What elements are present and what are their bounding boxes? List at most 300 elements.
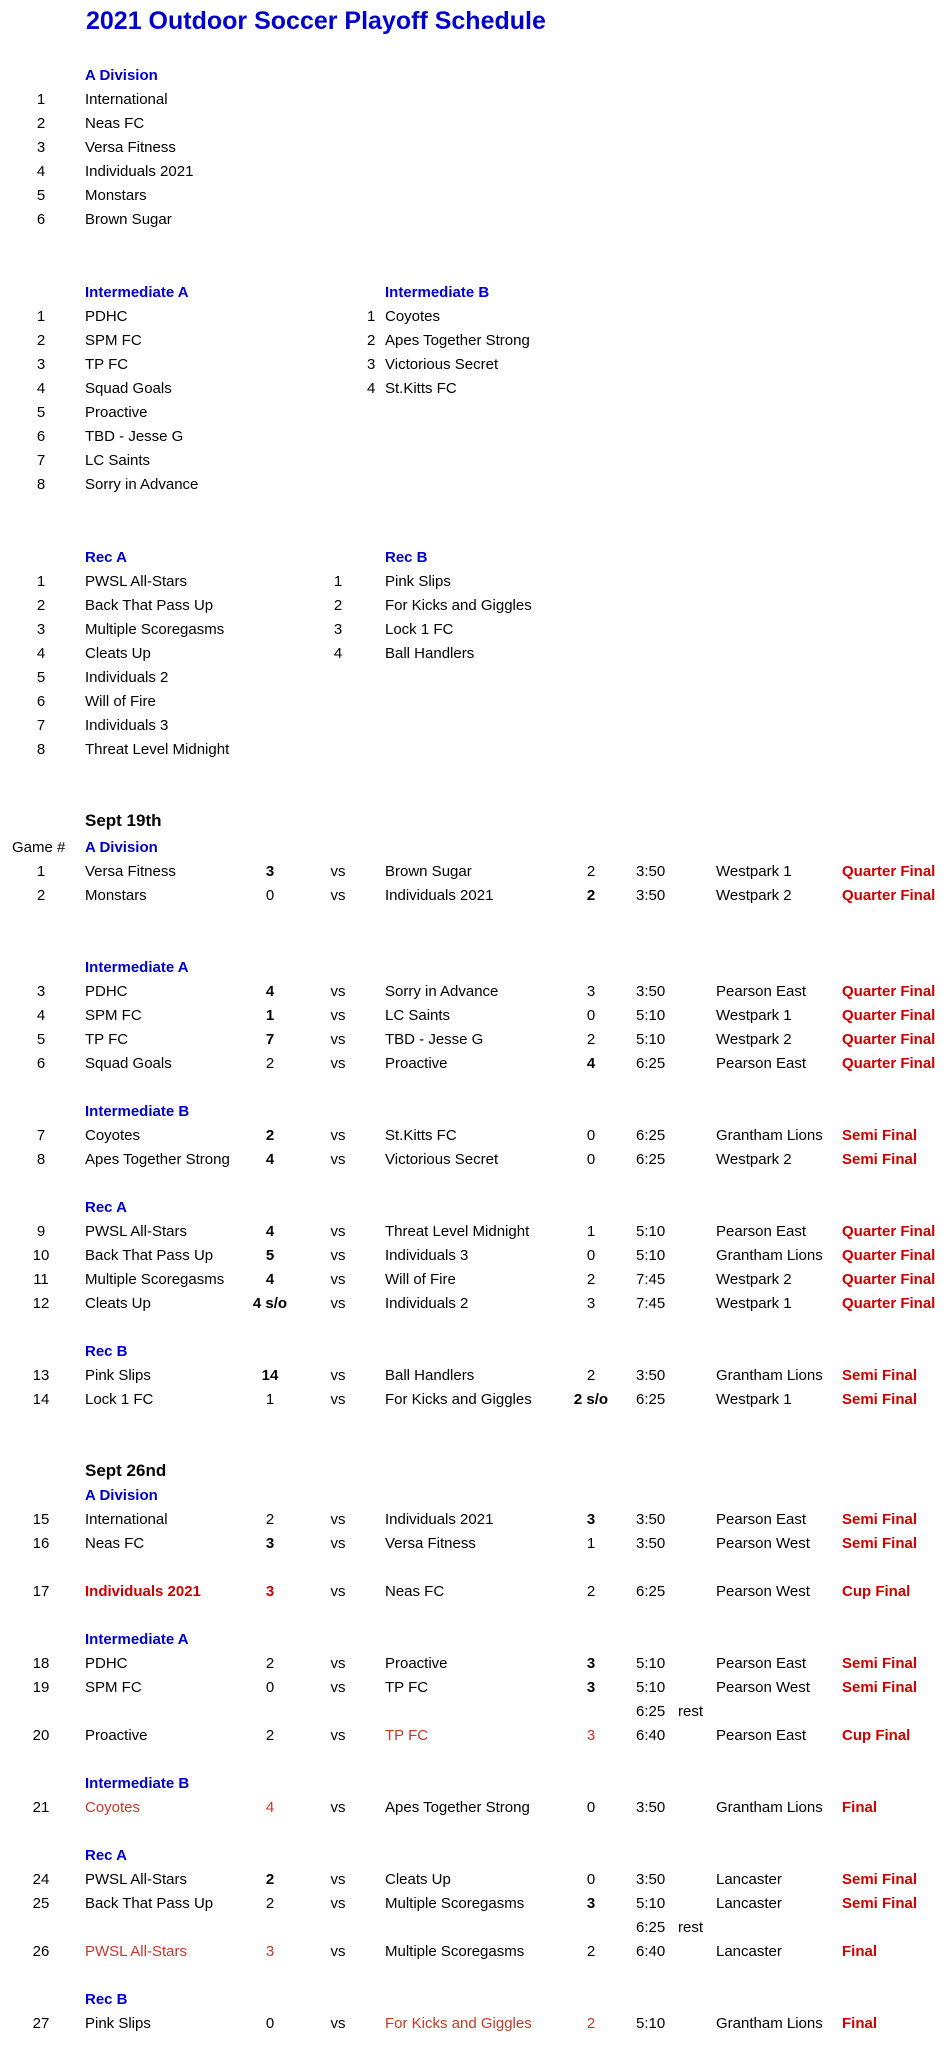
game-number: 1: [36, 863, 46, 880]
away-score: 3: [586, 1895, 596, 1912]
game-number: 13: [32, 1367, 50, 1384]
team-rank: 3: [333, 621, 343, 638]
team-rank: 4: [36, 380, 46, 397]
round-label: Quarter Final: [842, 1295, 936, 1312]
away-score: 3: [586, 1511, 596, 1528]
away-team: For Kicks and Giggles: [385, 1391, 532, 1408]
game-number: 2: [36, 887, 46, 904]
away-team: Ball Handlers: [385, 1367, 475, 1384]
home-score: 3: [265, 1583, 275, 1600]
away-team: Proactive: [385, 1055, 448, 1072]
round-label: Semi Final: [842, 1367, 918, 1384]
away-score: 3: [586, 1655, 596, 1672]
rest-time: 6:25: [636, 1703, 666, 1720]
game-number: 27: [32, 2015, 50, 2032]
away-team: Individuals 3: [385, 1247, 469, 1264]
away-team: Individuals 2021: [385, 1511, 494, 1528]
away-score: 2: [586, 2015, 596, 2032]
home-team: Monstars: [85, 887, 147, 904]
vs-label: vs: [330, 1871, 346, 1888]
vs-label: vs: [330, 1295, 346, 1312]
rest-label: rest: [678, 1703, 704, 1720]
field-name: Grantham Lions: [716, 2015, 823, 2032]
away-team: TP FC: [385, 1727, 429, 1744]
away-team: Individuals 2021: [385, 887, 494, 904]
home-score: 4: [265, 1799, 275, 1816]
team-rank: 4: [36, 645, 46, 662]
field-name: Westpark 2: [716, 1031, 792, 1048]
game-number: 15: [32, 1511, 50, 1528]
team-name: Pink Slips: [385, 573, 451, 590]
home-team: SPM FC: [85, 1007, 142, 1024]
round-label: Final: [842, 1943, 878, 1960]
field-name: Pearson East: [716, 1655, 807, 1672]
home-team: PWSL All-Stars: [85, 1943, 187, 1960]
game-number: 16: [32, 1535, 50, 1552]
round-label: Quarter Final: [842, 1007, 936, 1024]
team-rank: 3: [36, 356, 46, 373]
game-time: 7:45: [636, 1271, 666, 1288]
team-rank: 3: [36, 621, 46, 638]
team-rank: 1: [36, 91, 46, 108]
team-rank: 3: [367, 356, 376, 373]
sept-19-rec-a-heading: Rec A: [85, 1199, 127, 1216]
home-team: Pink Slips: [85, 2015, 151, 2032]
away-score: 0: [586, 1151, 596, 1168]
sept-19-intermediate-a-heading: Intermediate A: [85, 959, 189, 976]
home-score: 7: [265, 1031, 275, 1048]
rest-label: rest: [678, 1919, 704, 1936]
home-score: 2: [265, 1655, 275, 1672]
field-name: Pearson West: [716, 1535, 810, 1552]
home-score: 2: [265, 1895, 275, 1912]
round-label: Semi Final: [842, 1391, 918, 1408]
away-team: Cleats Up: [385, 1871, 451, 1888]
round-label: Quarter Final: [842, 1031, 936, 1048]
vs-label: vs: [330, 2015, 346, 2032]
vs-label: vs: [330, 1799, 346, 1816]
field-name: Lancaster: [716, 1943, 782, 1960]
field-name: Pearson East: [716, 983, 807, 1000]
away-team: TP FC: [385, 1679, 429, 1696]
game-time: 3:50: [636, 1511, 666, 1528]
home-team: PDHC: [85, 1655, 128, 1672]
team-name: Individuals 3: [85, 717, 169, 734]
team-name: LC Saints: [85, 452, 151, 469]
vs-label: vs: [330, 863, 346, 880]
field-name: Westpark 1: [716, 1007, 792, 1024]
team-rank: 2: [333, 597, 343, 614]
game-time: 6:25: [636, 1127, 666, 1144]
home-team: Squad Goals: [85, 1055, 172, 1072]
home-team: Versa Fitness: [85, 863, 176, 880]
team-rank: 5: [36, 187, 46, 204]
away-score: 3: [586, 1295, 596, 1312]
team-rank: 7: [36, 452, 46, 469]
round-label: Semi Final: [842, 1679, 918, 1696]
home-score: 0: [265, 1679, 275, 1696]
team-name: Threat Level Midnight: [85, 741, 230, 758]
page-title: 2021 Outdoor Soccer Playoff Schedule: [86, 7, 546, 35]
game-time: 6:25: [636, 1151, 666, 1168]
vs-label: vs: [330, 1247, 346, 1264]
team-rank: 4: [36, 163, 46, 180]
team-name: For Kicks and Giggles: [385, 597, 532, 614]
away-team: LC Saints: [385, 1007, 451, 1024]
field-name: Pearson East: [716, 1511, 807, 1528]
team-rank: 3: [36, 139, 46, 156]
away-team: Will of Fire: [385, 1271, 456, 1288]
vs-label: vs: [330, 1535, 346, 1552]
vs-label: vs: [330, 1367, 346, 1384]
away-team: St.Kitts FC: [385, 1127, 457, 1144]
home-team: Apes Together Strong: [85, 1151, 230, 1168]
game-time: 3:50: [636, 887, 666, 904]
game-number: 18: [32, 1655, 50, 1672]
home-score: 0: [265, 2015, 275, 2032]
round-label: Final: [842, 2015, 878, 2032]
home-score: 3: [265, 1535, 275, 1552]
team-name: TBD - Jesse G: [85, 428, 184, 445]
team-rank: 6: [36, 693, 46, 710]
away-score: 2 s/o: [573, 1391, 609, 1408]
team-rank: 1: [333, 573, 343, 590]
team-rank: 2: [367, 332, 376, 349]
team-rank: 4: [333, 645, 343, 662]
away-score: 0: [586, 1007, 596, 1024]
home-team: Back That Pass Up: [85, 1895, 214, 1912]
vs-label: vs: [330, 1679, 346, 1696]
team-rank: 5: [36, 404, 46, 421]
team-name: Squad Goals: [85, 380, 172, 397]
away-team: Victorious Secret: [385, 1151, 499, 1168]
game-time: 5:10: [636, 1895, 666, 1912]
round-label: Quarter Final: [842, 863, 936, 880]
home-score: 4: [265, 1271, 275, 1288]
team-name: International: [85, 91, 168, 108]
vs-label: vs: [330, 1031, 346, 1048]
away-team: Apes Together Strong: [385, 1799, 530, 1816]
team-name: Apes Together Strong: [385, 332, 530, 349]
round-label: Semi Final: [842, 1511, 918, 1528]
away-score: 0: [586, 1799, 596, 1816]
home-team: Coyotes: [85, 1799, 141, 1816]
home-score: 5: [265, 1247, 275, 1264]
game-number: 25: [32, 1895, 50, 1912]
game-number: 11: [33, 1271, 49, 1288]
game-time: 3:50: [636, 1799, 666, 1816]
field-name: Westpark 1: [716, 863, 792, 880]
round-label: Quarter Final: [842, 1271, 936, 1288]
team-rank: 8: [36, 741, 46, 758]
home-score: 2: [265, 1727, 275, 1744]
home-score: 2: [265, 1871, 275, 1888]
vs-label: vs: [330, 1127, 346, 1144]
team-rank: 1: [367, 308, 376, 325]
field-name: Westpark 1: [716, 1391, 792, 1408]
away-team: Proactive: [385, 1655, 448, 1672]
away-score: 2: [586, 1271, 596, 1288]
intermediate-a-heading: Intermediate A: [85, 284, 189, 301]
away-score: 2: [586, 1943, 596, 1960]
vs-label: vs: [330, 1511, 346, 1528]
game-time: 5:10: [636, 1007, 666, 1024]
round-label: Quarter Final: [842, 887, 936, 904]
away-score: 0: [586, 1127, 596, 1144]
home-team: Pink Slips: [85, 1367, 151, 1384]
away-score: 3: [586, 1679, 596, 1696]
home-team: TP FC: [85, 1031, 129, 1048]
field-name: Westpark 2: [716, 887, 792, 904]
game-time: 5:10: [636, 1655, 666, 1672]
game-number: 19: [32, 1679, 50, 1696]
home-team: Cleats Up: [85, 1295, 151, 1312]
team-rank: 2: [36, 597, 46, 614]
vs-label: vs: [330, 1727, 346, 1744]
field-name: Pearson East: [716, 1055, 807, 1072]
home-score: 4: [265, 1223, 275, 1240]
away-team: Multiple Scoregasms: [385, 1943, 525, 1960]
game-time: 6:25: [636, 1055, 666, 1072]
game-number: 7: [36, 1127, 46, 1144]
game-number: 5: [36, 1031, 46, 1048]
team-rank: 4: [367, 380, 376, 397]
game-time: 3:50: [636, 983, 666, 1000]
team-name: SPM FC: [85, 332, 142, 349]
field-name: Grantham Lions: [716, 1127, 823, 1144]
home-team: Multiple Scoregasms: [85, 1271, 225, 1288]
vs-label: vs: [330, 1007, 346, 1024]
home-team: PWSL All-Stars: [85, 1871, 187, 1888]
home-team: International: [85, 1511, 168, 1528]
game-number: 9: [36, 1223, 46, 1240]
field-name: Pearson East: [716, 1727, 807, 1744]
field-name: Pearson West: [716, 1679, 810, 1696]
home-team: PDHC: [85, 983, 128, 1000]
home-score: 2: [265, 1511, 275, 1528]
field-name: Lancaster: [716, 1871, 782, 1888]
vs-label: vs: [330, 1391, 346, 1408]
rec-b-heading: Rec B: [385, 549, 428, 566]
game-number: 6: [36, 1055, 46, 1072]
game-time: 3:50: [636, 1367, 666, 1384]
home-team: PWSL All-Stars: [85, 1223, 187, 1240]
home-score: 2: [265, 1127, 275, 1144]
game-number: 21: [32, 1799, 50, 1816]
round-label: Cup Final: [842, 1727, 911, 1744]
sept-26-date: Sept 26nd: [85, 1461, 167, 1480]
team-name: St.Kitts FC: [385, 380, 457, 397]
home-score: 1: [265, 1391, 275, 1408]
game-number: 10: [32, 1247, 50, 1264]
sept-26-intermediate-a-heading: Intermediate A: [85, 1631, 189, 1648]
away-score: 2: [586, 887, 596, 904]
game-time: 6:40: [636, 1943, 666, 1960]
home-team: Proactive: [85, 1727, 148, 1744]
game-time: 6:25: [636, 1583, 666, 1600]
game-number: 4: [36, 1007, 46, 1024]
round-label: Quarter Final: [842, 1247, 936, 1264]
game-time: 6:25: [636, 1391, 666, 1408]
away-score: 1: [586, 1223, 596, 1240]
team-rank: 2: [36, 332, 46, 349]
home-score: 0: [265, 887, 275, 904]
away-score: 3: [586, 983, 596, 1000]
game-time: 7:45: [636, 1295, 666, 1312]
game-number: 26: [32, 1943, 50, 1960]
team-name: Multiple Scoregasms: [85, 621, 225, 638]
rec-a-heading: Rec A: [85, 549, 127, 566]
sept-26-rec-b-heading: Rec B: [85, 1991, 128, 2008]
away-score: 4: [586, 1055, 596, 1072]
round-label: Final: [842, 1799, 878, 1816]
vs-label: vs: [330, 1655, 346, 1672]
game-time: 5:10: [636, 1223, 666, 1240]
team-rank: 2: [36, 115, 46, 132]
field-name: Westpark 2: [716, 1271, 792, 1288]
game-time: 5:10: [636, 1247, 666, 1264]
away-team: Individuals 2: [385, 1295, 469, 1312]
team-name: Will of Fire: [85, 693, 156, 710]
home-score: 4 s/o: [252, 1295, 288, 1312]
team-name: Neas FC: [85, 115, 145, 132]
home-score: 1: [265, 1007, 275, 1024]
vs-label: vs: [330, 1583, 346, 1600]
away-score: 3: [586, 1727, 596, 1744]
vs-label: vs: [330, 1223, 346, 1240]
vs-label: vs: [330, 887, 346, 904]
home-score: 14: [261, 1367, 279, 1384]
vs-label: vs: [330, 1943, 346, 1960]
field-name: Lancaster: [716, 1895, 782, 1912]
game-number: 14: [32, 1391, 50, 1408]
field-name: Grantham Lions: [716, 1247, 823, 1264]
away-score: 2: [586, 863, 596, 880]
team-name: Coyotes: [385, 308, 441, 325]
team-name: Sorry in Advance: [85, 476, 199, 493]
intermediate-b-heading: Intermediate B: [385, 284, 490, 301]
home-score: 3: [265, 863, 275, 880]
vs-label: vs: [330, 1055, 346, 1072]
round-label: Semi Final: [842, 1655, 918, 1672]
a-division-heading: A Division: [85, 67, 158, 84]
round-label: Cup Final: [842, 1583, 911, 1600]
home-score: 4: [265, 983, 275, 1000]
team-name: Monstars: [85, 187, 147, 204]
round-label: Quarter Final: [842, 983, 936, 1000]
game-number: 24: [32, 1871, 50, 1888]
team-name: PWSL All-Stars: [85, 573, 187, 590]
round-label: Semi Final: [842, 1535, 918, 1552]
rest-time: 6:25: [636, 1919, 666, 1936]
game-number-header: Game #: [12, 839, 66, 856]
away-score: 0: [586, 1247, 596, 1264]
team-rank: 7: [36, 717, 46, 734]
team-name: Back That Pass Up: [85, 597, 214, 614]
home-team: SPM FC: [85, 1679, 142, 1696]
vs-label: vs: [330, 983, 346, 1000]
away-score: 2: [586, 1583, 596, 1600]
field-name: Pearson West: [716, 1583, 810, 1600]
away-team: Brown Sugar: [385, 863, 472, 880]
team-name: Cleats Up: [85, 645, 151, 662]
home-team: Neas FC: [85, 1535, 145, 1552]
away-team: For Kicks and Giggles: [385, 2015, 532, 2032]
sept-19-a-division-heading: A Division: [85, 839, 158, 856]
team-rank: 8: [36, 476, 46, 493]
game-number: 8: [36, 1151, 46, 1168]
round-label: Semi Final: [842, 1151, 918, 1168]
sept-26-a-division-heading: A Division: [85, 1487, 158, 1504]
game-number: 3: [36, 983, 46, 1000]
away-score: 2: [586, 1031, 596, 1048]
home-team: Individuals 2021: [85, 1583, 201, 1600]
away-score: 0: [586, 1871, 596, 1888]
team-name: Individuals 2: [85, 669, 169, 686]
vs-label: vs: [330, 1895, 346, 1912]
home-score: 2: [265, 1055, 275, 1072]
sept-19-date: Sept 19th: [85, 811, 162, 830]
game-time: 3:50: [636, 863, 666, 880]
team-name: TP FC: [85, 356, 129, 373]
team-name: Brown Sugar: [85, 211, 172, 228]
game-time: 5:10: [636, 1679, 666, 1696]
away-team: Versa Fitness: [385, 1535, 476, 1552]
game-time: 6:40: [636, 1727, 666, 1744]
team-name: Lock 1 FC: [385, 621, 454, 638]
home-score: 3: [265, 1943, 275, 1960]
team-rank: 1: [36, 308, 46, 325]
game-time: 3:50: [636, 1535, 666, 1552]
field-name: Westpark 1: [716, 1295, 792, 1312]
game-time: 5:10: [636, 2015, 666, 2032]
away-team: Threat Level Midnight: [385, 1223, 530, 1240]
round-label: Semi Final: [842, 1895, 918, 1912]
away-team: Sorry in Advance: [385, 983, 499, 1000]
round-label: Semi Final: [842, 1871, 918, 1888]
away-score: 1: [586, 1535, 596, 1552]
team-name: Versa Fitness: [85, 139, 176, 156]
vs-label: vs: [330, 1271, 346, 1288]
field-name: Pearson East: [716, 1223, 807, 1240]
game-time: 5:10: [636, 1031, 666, 1048]
team-name: Ball Handlers: [385, 645, 475, 662]
game-number: 20: [32, 1727, 50, 1744]
team-rank: 6: [36, 428, 46, 445]
team-name: Victorious Secret: [385, 356, 499, 373]
field-name: Grantham Lions: [716, 1367, 823, 1384]
team-rank: 5: [36, 669, 46, 686]
away-team: TBD - Jesse G: [385, 1031, 484, 1048]
team-name: Proactive: [85, 404, 148, 421]
away-team: Multiple Scoregasms: [385, 1895, 525, 1912]
field-name: Westpark 2: [716, 1151, 792, 1168]
sept-19-intermediate-b-heading: Intermediate B: [85, 1103, 190, 1120]
team-name: Individuals 2021: [85, 163, 194, 180]
game-time: 3:50: [636, 1871, 666, 1888]
team-rank: 1: [36, 573, 46, 590]
round-label: Quarter Final: [842, 1223, 936, 1240]
away-score: 2: [586, 1367, 596, 1384]
sept-26-intermediate-b-heading: Intermediate B: [85, 1775, 190, 1792]
team-name: PDHC: [85, 308, 128, 325]
away-team: Neas FC: [385, 1583, 445, 1600]
round-label: Quarter Final: [842, 1055, 936, 1072]
game-number: 12: [32, 1295, 50, 1312]
team-rank: 6: [36, 211, 46, 228]
home-team: Lock 1 FC: [85, 1391, 154, 1408]
round-label: Semi Final: [842, 1127, 918, 1144]
